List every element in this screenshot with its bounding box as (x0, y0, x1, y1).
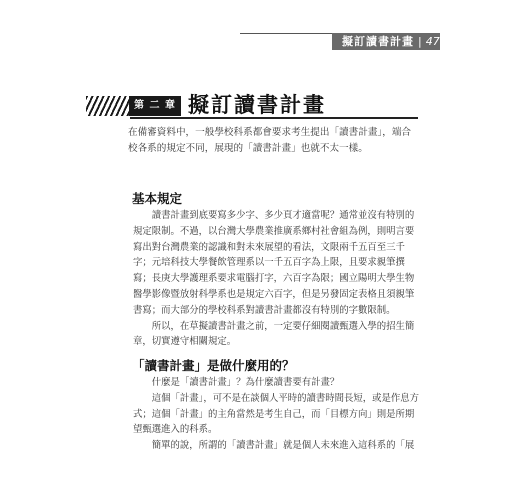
chapter-rule (130, 117, 418, 119)
section-body-basic (133, 208, 423, 350)
section-heading-purpose: 「讀書計畫」是做什麼用的？ (132, 358, 295, 373)
chapter-hatch-decoration (86, 96, 129, 116)
paragraph: 什麼是「讀書計畫」？為什麼讀書要有計畫？ (151, 377, 340, 388)
chapter-label: 第 二 章 (129, 96, 181, 116)
section-body-purpose (133, 375, 423, 454)
running-header (332, 33, 440, 50)
paragraph: 簡單的說，所謂的「讀書計畫」就是個人未來進入這科系的「展 (151, 440, 415, 452)
chapter-intro: 在備審資料中，一般學校科系都會要求考生提出「讀書計畫」，端合校各系的規定不同，展現的「讀書計畫」也就不太一樣。 (128, 127, 412, 154)
paragraph: 所以，在草擬讀書計畫之前，一定要仔細閱讀甄選入學的招生簡章，切實遵守相關規定。 (133, 320, 415, 348)
running-header-separator: | (418, 35, 422, 48)
chapter-title: 擬訂讀書計畫 (188, 93, 326, 117)
paragraph: 這個「計畫」，可不是在談個人平時的讀書時間長短，或是作息方式；這個「計畫」的主角當然是考生自己，而「目標方向」則是所期望甄選進入的科系。 (133, 392, 419, 436)
page-number: 47 (425, 35, 440, 48)
running-header-title: 擬訂讀書計畫 (342, 35, 414, 48)
section-heading-basic: 基本規定 (132, 191, 183, 206)
paragraph: 讀書計畫到底要寫多少字、多少頁才適當呢？通常並沒有特別的規定限制。不過，以台灣大學農業推廣系鄉村社會組為例，則明言要寫出對台灣農業的認識和對未來展望的看法，文限兩千五百至三千字；元培科技大學餐飲管理系以一千五百字為上限，且要求親筆撰寫；長庚大學護理系要求電腦打字，六百字為限；國立陽明大學生物醫學影像暨放射科學系也是規定六百字，但是另發固定表格且須親筆書寫；而大部分的學校科系對讀書計畫都沒有特別的字數限制。 (133, 210, 415, 316)
